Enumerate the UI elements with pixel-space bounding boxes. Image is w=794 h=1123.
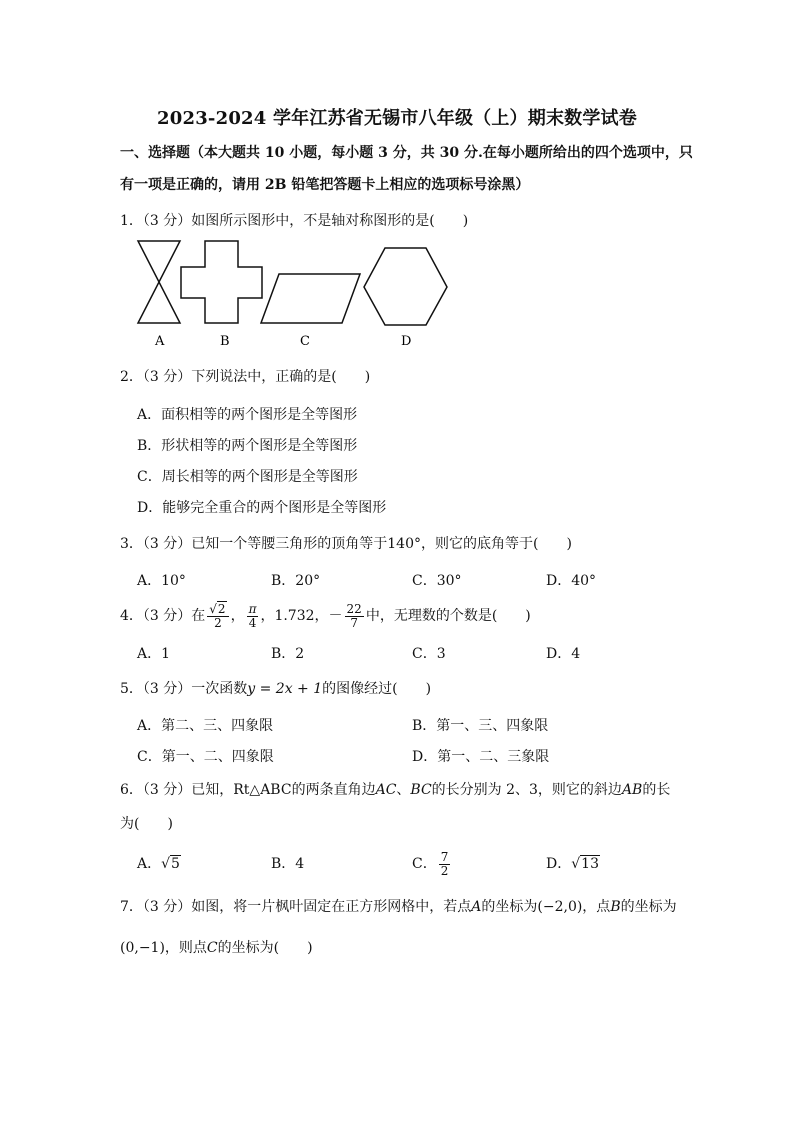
q4-num-22: 22 — [346, 601, 362, 616]
q4-fraction-pi-over-4 — [247, 603, 259, 630]
q7-text-a: 7．（3 分）如图，将一片枫叶固定在正方形网格中，若点 — [120, 899, 472, 915]
q6-option-b: B．4 — [271, 856, 305, 872]
q4-option-b: B．2 — [271, 646, 305, 662]
q5-option-b: B．第一、三、四象限 — [412, 718, 549, 734]
question-3-stem: 3．（3 分）已知一个等腰三角形的顶角等于140°，则它的底角等于( ) — [120, 536, 572, 552]
q6-text-c: 的长 — [642, 782, 671, 798]
q6-sep: 、 — [396, 782, 411, 798]
q4-sqrt2-radicand: 2 — [217, 601, 226, 616]
q4-den-7: 7 — [350, 615, 358, 630]
q6-option-d-label: D． — [546, 856, 572, 872]
q6-text-a: 6．（3 分）已知，Rt△ABC的两条直角边 — [120, 782, 376, 798]
q4-den-2: 2 — [214, 615, 222, 630]
q7-text-b: 的坐标为(−2,0)，点 — [481, 899, 611, 915]
q4-option-c: C．3 — [412, 646, 446, 662]
q6-option-d: D．√13 — [546, 856, 599, 872]
q2-option-c: C．周长相等的两个图形是全等图形 — [137, 469, 358, 485]
q4-fraction-sqrt2-over-2: $\frac{√2}{2}$ — [207, 603, 228, 630]
q5-prefix: 5．（3 分）一次函数 — [120, 681, 248, 697]
question-7-line2 — [120, 938, 313, 958]
q7-point-b: B — [610, 899, 621, 915]
q6-bc: BC — [410, 782, 432, 798]
q4-den-4: 4 — [248, 615, 257, 630]
q2-option-a: A．面积相等的两个图形是全等图形 — [137, 407, 358, 423]
q6-option-c-label: C． — [412, 856, 437, 872]
q3-option-d: D．40° — [546, 573, 597, 589]
q5-option-c: C．第一、二、四象限 — [137, 749, 274, 765]
q3-option-a: A．10° — [137, 573, 186, 589]
question-4-stem: 4．（3 分）在 $\frac{√2}{2}$ ， $\frac{\pi}{4}$ ，1.732，－ $\frac{22}{7}$ 中，无理数的个数是( ) — [120, 601, 531, 630]
q4-prefix: 4．（3 分）在 — [120, 608, 206, 624]
q4-pi: π — [248, 601, 257, 616]
question-1-stem: 1．（3 分）如图所示图形中，不是轴对称图形的是( ) — [120, 213, 469, 229]
figure-label-d: D — [401, 334, 412, 349]
q4-option-a: A．1 — [137, 646, 171, 662]
q2-option-d: D．能够完全重合的两个图形是全等图形 — [137, 500, 387, 516]
figure-c-parallelogram — [261, 274, 360, 323]
q3-option-b: B．20° — [271, 573, 321, 589]
figure-label-b: B — [220, 334, 230, 349]
q5-option-d: D．第一、二、三象限 — [412, 749, 550, 765]
q6-option-c-den: 2 — [440, 863, 449, 878]
q6-option-c-num: 7 — [440, 849, 449, 864]
q4-suffix: 中，无理数的个数是( ) — [365, 608, 531, 624]
q2-option-b: B．形状相等的两个图形是全等图形 — [137, 438, 358, 454]
q4-option-d: D．4 — [546, 646, 581, 662]
q6-option-c — [412, 847, 452, 881]
question-6-line1 — [120, 780, 670, 800]
q6-ac: AC — [375, 782, 397, 798]
q5-formula: y = 2x + 1 — [247, 681, 323, 697]
q6-option-a-label: A． — [137, 856, 162, 872]
figure-label-a: A — [155, 334, 165, 349]
figure-b-cross — [181, 241, 262, 323]
q7-point-c: C — [206, 940, 218, 956]
figure-d-hexagon — [364, 248, 447, 325]
q6-option-a-radicand: 5 — [171, 856, 180, 872]
section-heading-line1: 一、选择题（本大题共 10 小题，每小题 3 分，共 30 分.在每小题所给出的四个选项中，只 — [120, 145, 693, 161]
q6-option-a: A．√5 — [137, 856, 180, 872]
figure-label-c: C — [300, 334, 310, 349]
q6-ab: AB — [621, 782, 643, 798]
q5-suffix: 的图像经过( ) — [322, 681, 432, 697]
q1-figures — [130, 238, 460, 353]
q7-point-a: A — [471, 899, 482, 915]
figure-a-hourglass — [138, 241, 180, 323]
question-5-stem — [120, 679, 431, 699]
q6-option-d-radicand: 13 — [581, 856, 599, 872]
q4-decimal: ，1.732，－ — [260, 608, 343, 624]
q7-text-d: (0,−1)，则点 — [120, 940, 207, 956]
q7-text-c: 的坐标为 — [620, 899, 677, 915]
q7-text-e: 的坐标为( ) — [217, 940, 313, 956]
question-7-line1 — [120, 897, 677, 917]
q4-fraction-22-over-7 — [345, 603, 364, 630]
q6-text-b: 的长分别为 2、3，则它的斜边 — [431, 782, 622, 798]
question-6-line2: 为( ) — [120, 816, 173, 832]
q3-option-c: C．30° — [412, 573, 462, 589]
question-2-stem: 2．（3 分）下列说法中，正确的是( ) — [120, 369, 371, 385]
q5-option-a: A．第二、三、四象限 — [137, 718, 274, 734]
section-heading-line2: 有一项是正确的，请用 2B 铅笔把答题卡上相应的选项标号涂黑） — [120, 177, 530, 193]
page-title: 2023-2024 学年江苏省无锡市八年级（上）期末数学试卷 — [157, 108, 637, 129]
